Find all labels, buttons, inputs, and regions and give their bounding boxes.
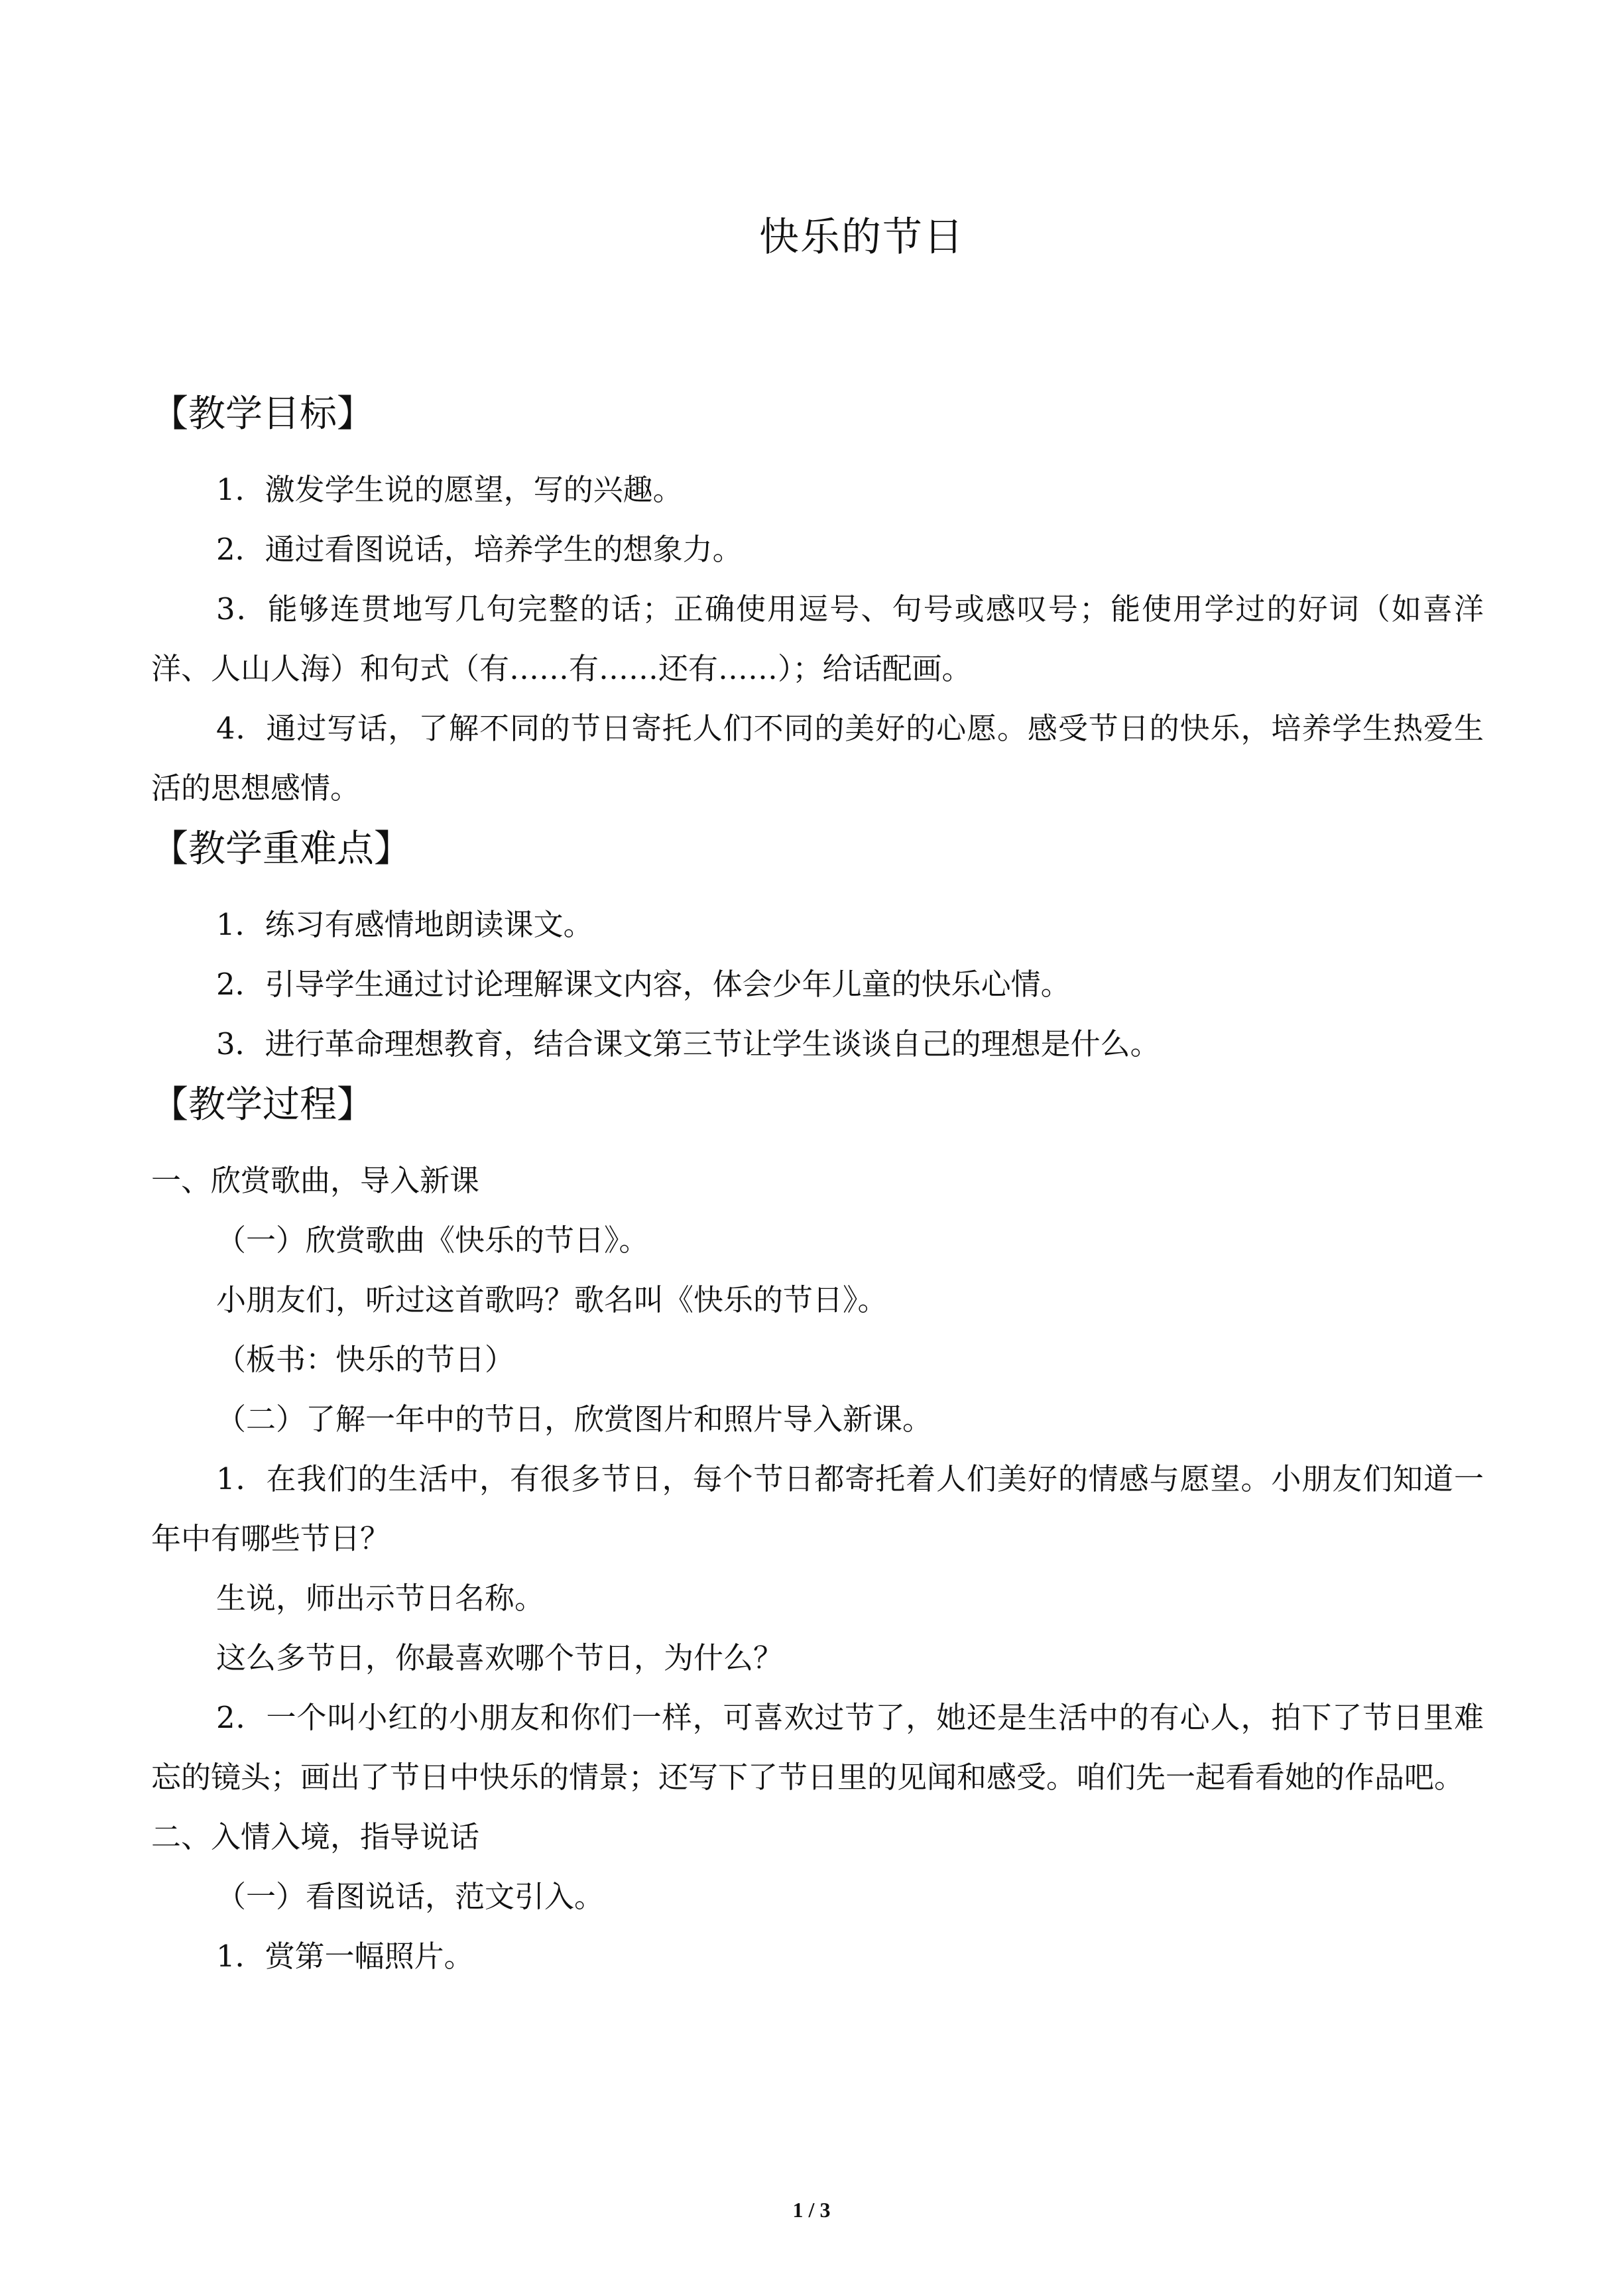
process-step-heading: 二、入情入境，指导说话: [151, 1819, 480, 1854]
process-line: （一）看图说话，范文引入。: [216, 1879, 605, 1914]
process-line: 1．赏第一幅照片。: [216, 1939, 474, 1974]
goal-item: 3．能够连贯地写几句完整的话；正确使用逗号、句号或感叹号；能使用学过的好词（如喜洋洋、人山人海）和句式（有……有……还有……）；给话配画。: [151, 591, 1484, 686]
process-line: 小朋友们，听过这首歌吗？歌名叫《快乐的节日》。: [216, 1282, 888, 1317]
process-line: 2．一个叫小红的小朋友和你们一样，可喜欢过节了，她还是生活中的有心人，拍下了节日里难忘的镜头；画出了节日中快乐的情景；还写下了节日里的见闻和感受。咱们先一起看看她的作品吧。: [151, 1700, 1484, 1795]
goal-item: 4．通过写话，了解不同的节日寄托人们不同的美好的心愿。感受节日的快乐，培养学生热爱生活的思想感情。: [151, 711, 1484, 806]
section-heading-process: 【教学过程】: [151, 1083, 374, 1126]
page-number: 1 / 3: [792, 2198, 831, 2222]
key-point-item: 2．引导学生通过讨论理解课文内容，体会少年儿童的快乐心情。: [216, 967, 1071, 1002]
process-line: （一）欣赏歌曲《快乐的节日》。: [216, 1223, 649, 1258]
key-point-item: 1．练习有感情地朗读课文。: [216, 907, 593, 942]
section-heading-goals: 【教学目标】: [151, 393, 374, 436]
process-line: 生说，师出示节日名称。: [216, 1581, 545, 1616]
process-step-heading: 一、欣赏歌曲，导入新课: [151, 1163, 480, 1198]
section-heading-key-points: 【教学重难点】: [151, 827, 411, 871]
goal-item: 1．激发学生说的愿望，写的兴趣。: [216, 472, 683, 507]
document-title: 快乐的节日: [759, 214, 965, 261]
key-point-item: 3．进行革命理想教育，结合课文第三节让学生谈谈自己的理想是什么。: [216, 1026, 1160, 1061]
goal-item: 2．通过看图说话，培养学生的想象力。: [216, 532, 743, 567]
process-line: （板书：快乐的节日）: [216, 1342, 515, 1377]
process-line: （二）了解一年中的节日，欣赏图片和照片导入新课。: [216, 1402, 933, 1437]
process-line: 这么多节日，你最喜欢哪个节日，为什么？: [216, 1640, 784, 1675]
document-body: [151, 385, 1484, 1986]
process-line: 1．在我们的生活中，有很多节日，每个节日都寄托着人们美好的情感与愿望。小朋友们知道一年中有哪些节日？: [151, 1461, 1484, 1556]
